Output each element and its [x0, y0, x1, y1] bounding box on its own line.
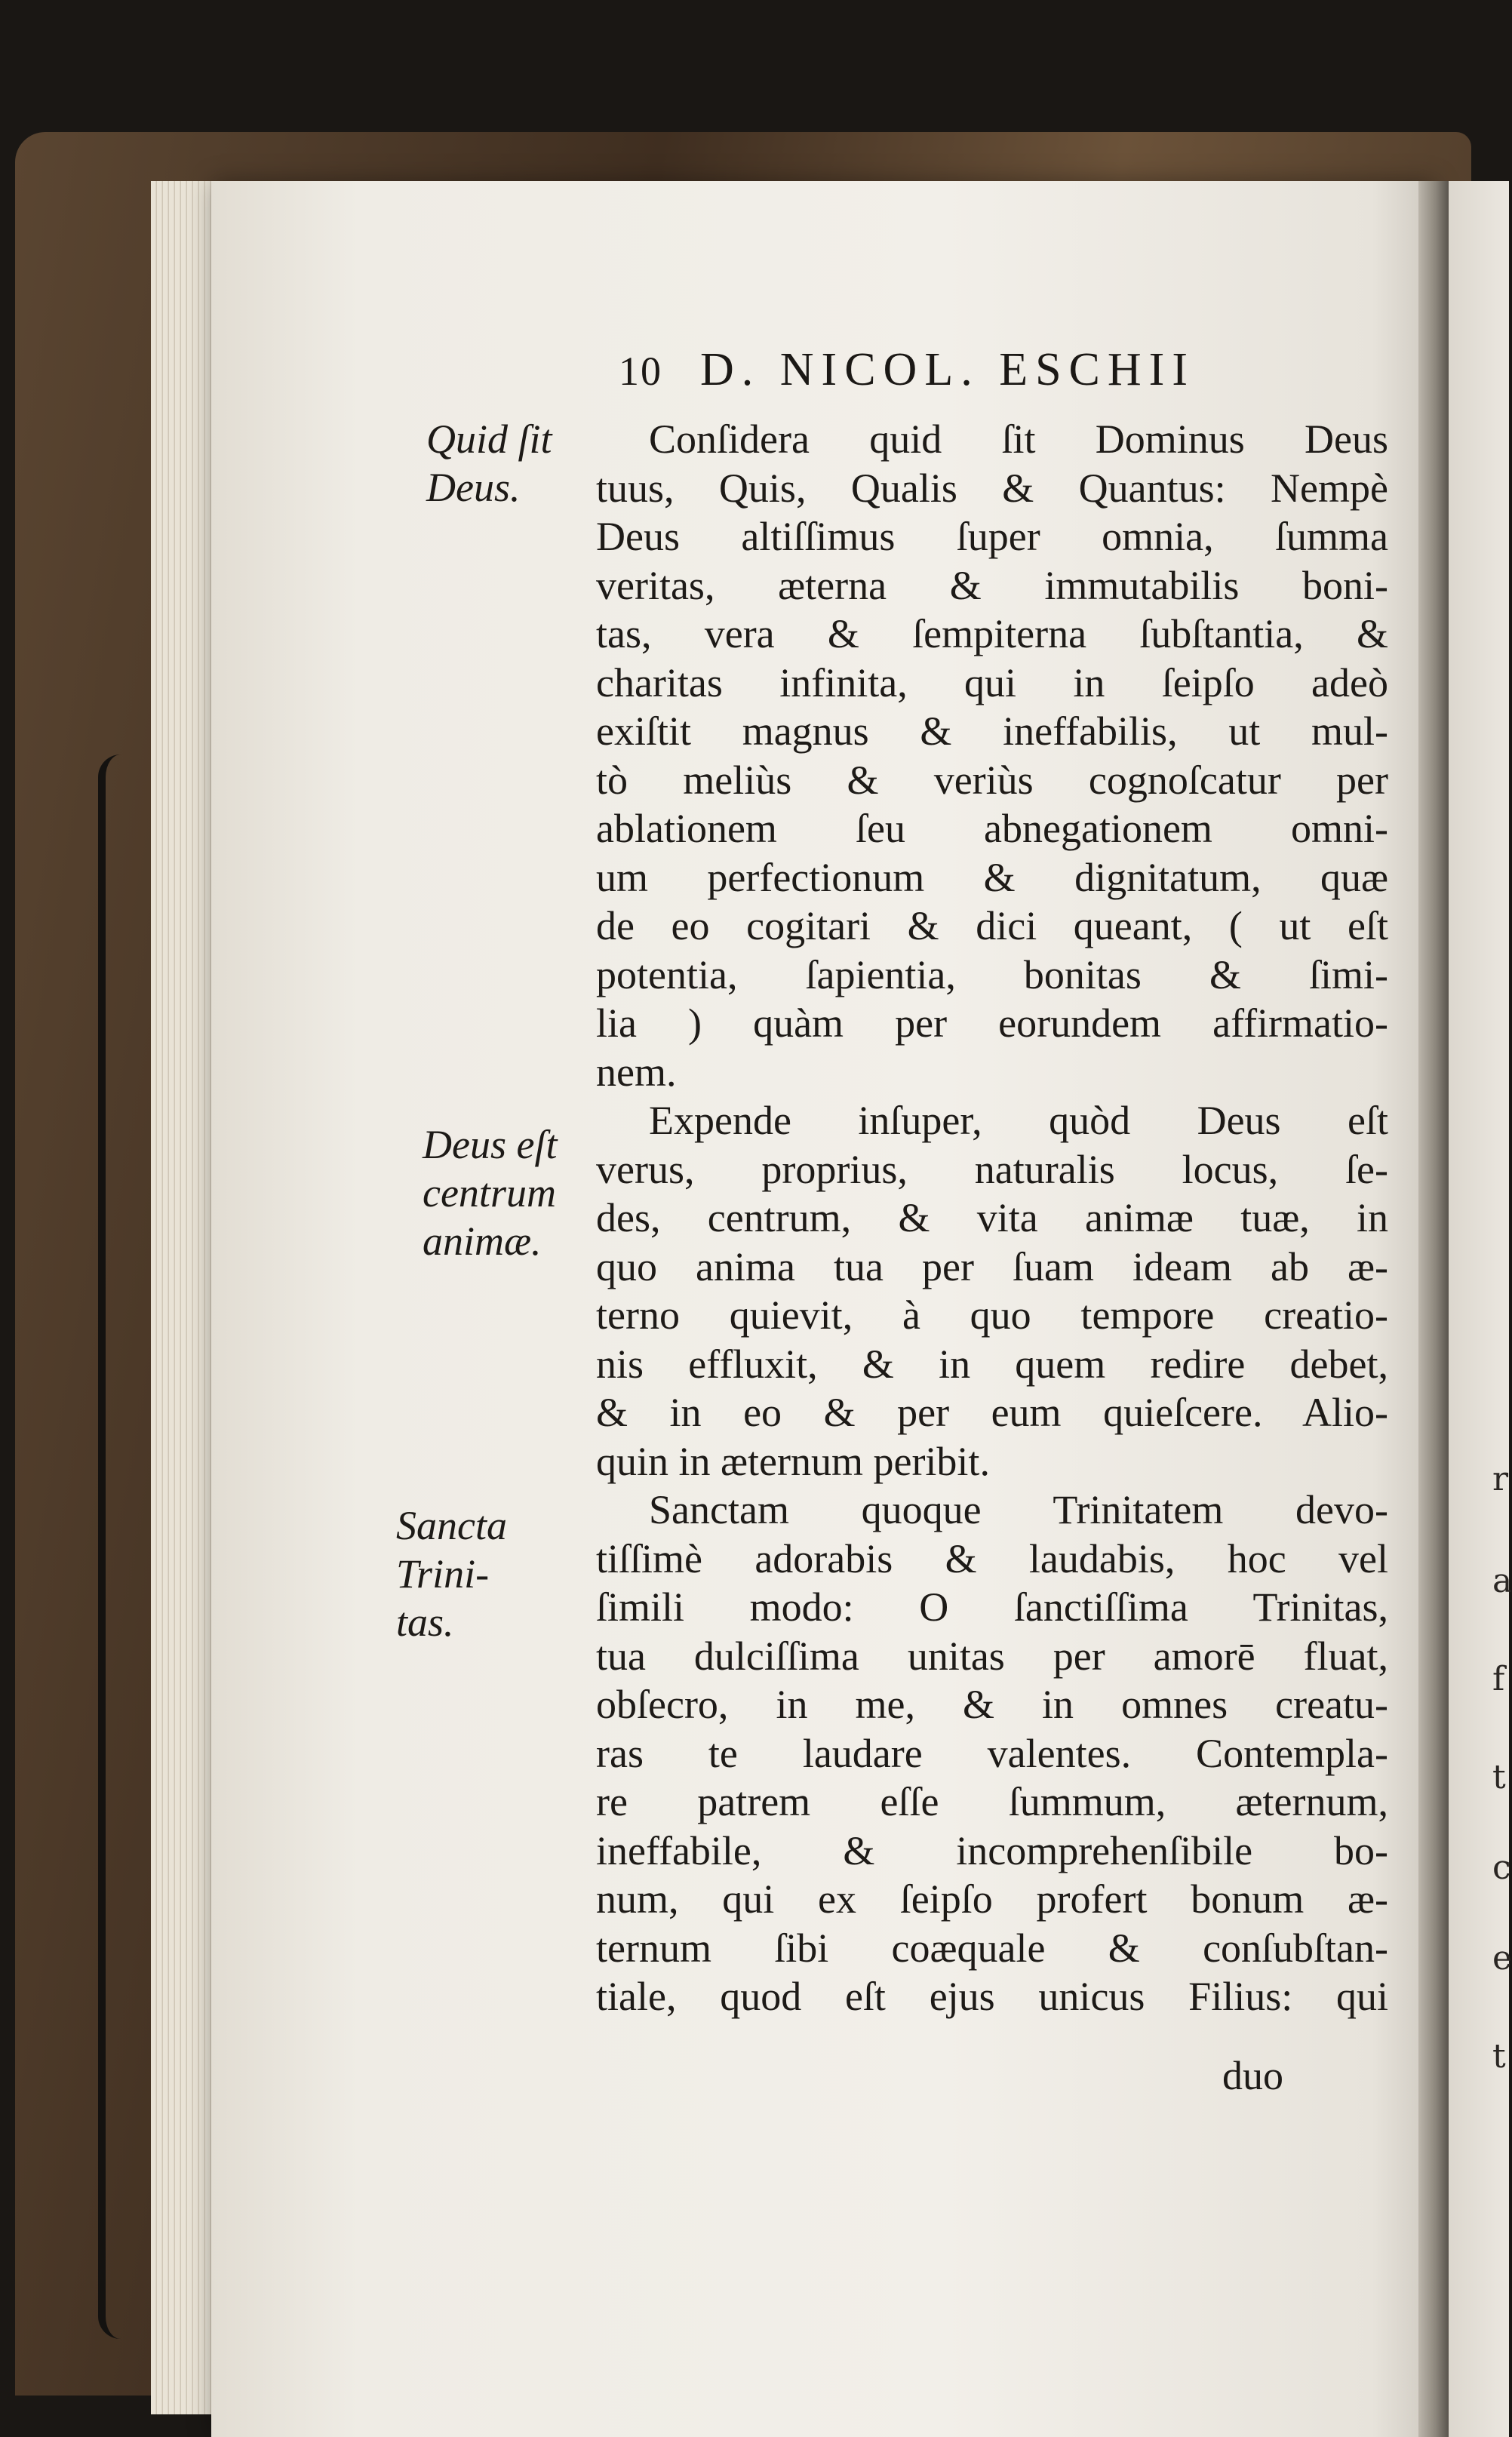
margin-note-line: Quid ſit — [426, 416, 552, 462]
text-line: tuus, Quis, Qualis & Quantus: Nempè — [596, 465, 1388, 511]
page-number: 10 — [619, 349, 662, 394]
text-line: re patrem eſſe ſummum, æternum, — [596, 1779, 1388, 1824]
margin-note-line: Trini- — [396, 1551, 490, 1596]
margin-note-line: Deus eſt — [423, 1122, 558, 1167]
text-line: Conſidera quid ſit Dominus Deus — [649, 416, 1388, 462]
text-line: verus, proprius, naturalis locus, ſe- — [596, 1146, 1388, 1192]
text-line: tiſſimè adorabis & laudabis, hoc vel — [596, 1535, 1388, 1581]
text-line: ſimili modo: O ſanctiſſima Trinitas, — [596, 1584, 1388, 1630]
running-head — [619, 343, 1195, 397]
text-line: obſecro, in me, & in omnes creatu- — [596, 1682, 1388, 1727]
text-line: tiale, quod eſt ejus unicus Filius: qui — [596, 1974, 1388, 2019]
facing-page — [1449, 181, 1509, 2437]
text-line: quin in æternum peribit. — [596, 1438, 990, 1484]
text-line: tò meliùs & veriùs cognoſcatur per — [596, 757, 1388, 803]
margin-note-line: centrum — [423, 1170, 556, 1215]
facing-page-glyph: r — [1492, 1460, 1509, 1498]
text-line: nem. — [596, 1049, 677, 1095]
running-title: D. NICOL. ESCHII — [700, 344, 1195, 395]
facing-page-glyph: t — [1492, 2037, 1506, 2076]
text-line: Expende inſuper, quòd Deus eſt — [649, 1098, 1388, 1143]
facing-page-glyph: t — [1492, 1758, 1506, 1796]
facing-page-glyph: f — [1492, 1660, 1505, 1698]
margin-note-line: animæ. — [423, 1218, 542, 1264]
text-line: de eo cogitari & dici queant, ( ut eſt — [596, 903, 1388, 948]
facing-page-glyph: a — [1492, 1562, 1512, 1600]
text-line: & in eo & per eum quieſcere. Alio- — [596, 1390, 1388, 1435]
text-line: tua dulciſſima unitas per amorē fluat, — [596, 1633, 1388, 1679]
binding-string — [98, 754, 151, 2339]
margin-note-line: Sancta — [396, 1503, 507, 1548]
margin-note-deus-est-centrum — [423, 1120, 557, 1265]
text-line: charitas infinita, qui in ſeipſo adeò — [596, 659, 1388, 705]
text-line: Sanctam quoque Trinitatem devo- — [649, 1487, 1388, 1532]
text-line: des, centrum, & vita animæ tuæ, in — [596, 1195, 1388, 1240]
body-text — [596, 415, 1388, 2021]
facing-page-glyph: e — [1492, 1939, 1512, 1978]
page-gutter — [1418, 181, 1452, 2437]
text-line: nis effluxit, & in quem redire debet, — [596, 1341, 1388, 1387]
catchword: duo — [1222, 2053, 1283, 2098]
text-line: exiſtit magnus & ineffabilis, ut mul- — [596, 708, 1388, 754]
margin-note-quid-sit-deus — [426, 415, 552, 512]
text-line: quo anima tua per ſuam ideam ab æ- — [596, 1243, 1388, 1289]
text-line: terno quievit, à quo tempore creatio- — [596, 1292, 1388, 1338]
text-line: tas, vera & ſempiterna ſubſtantia, & — [596, 611, 1388, 656]
margin-note-line: tas. — [396, 1600, 454, 1645]
facing-page-glyph: c — [1492, 1848, 1511, 1887]
text-line: ineffabile, & incomprehenſibile bo- — [596, 1827, 1388, 1873]
margin-note-sancta-trinitas — [396, 1501, 507, 1646]
text-line: um perfectionum & dignitatum, quæ — [596, 854, 1388, 900]
text-line: num, qui ex ſeipſo profert bonum æ- — [596, 1876, 1388, 1922]
text-line: potentia, ſapientia, bonitas & ſimi- — [596, 951, 1388, 997]
text-line: ablationem ſeu abnegationem omni- — [596, 806, 1388, 851]
margin-note-line: Deus. — [426, 465, 521, 510]
text-line: lia ) quàm per eorundem affirmatio- — [596, 1000, 1388, 1046]
text-line: ternum ſibi coæquale & conſubſtan- — [596, 1925, 1388, 1971]
text-line: veritas, æterna & immutabilis boni- — [596, 562, 1388, 608]
text-line: Deus altiſſimus ſuper omnia, ſumma — [596, 514, 1388, 559]
text-line: ras te laudare valentes. Contempla- — [596, 1730, 1388, 1776]
